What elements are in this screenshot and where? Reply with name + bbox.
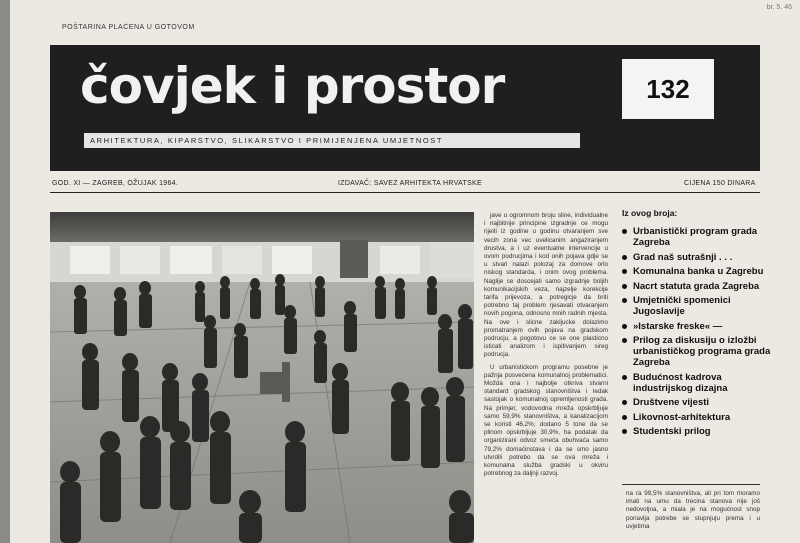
masthead — [50, 45, 760, 171]
publisher-line: IZDAVAČ: SAVEZ ARHITEKTA HRVATSKE — [338, 180, 482, 187]
toc-item: Studentski prilog — [622, 426, 772, 437]
toc-item: Društvene vijesti — [622, 397, 772, 408]
toc-item: Likovnost-arhitektura — [622, 412, 772, 423]
article-column — [484, 212, 608, 543]
toc-list — [622, 226, 772, 437]
toc-item: Umjetnički spomenici Jugoslavije — [622, 295, 772, 317]
toc-item: Nacrt statuta grada Zagreba — [622, 281, 772, 292]
exhibition-hall-photo — [50, 212, 474, 543]
toc-item: Urbanistički program grada Zagreba — [622, 226, 772, 248]
toc-item: Budućnost kadrova industrijskog dizajna — [622, 372, 772, 394]
masthead-title: čovjek i prostor — [80, 57, 505, 115]
masthead-subtitle: ARHITEKTURA, KIPARSTVO, SLIKARSTVO I PRIMIJENJENA UMJETNOST — [84, 133, 580, 148]
table-of-contents — [622, 208, 772, 441]
toc-heading: Iz ovog broja: — [622, 208, 678, 218]
toc-divider — [622, 484, 760, 485]
postage-note: POŠTARINA PLAĆENA U GOTOVOM — [62, 24, 195, 31]
toc-item: Grad naš sutrašnji . . . — [622, 252, 772, 263]
edition-line: GOD. XI — ZAGREB, OŽUJAK 1964. — [52, 180, 179, 187]
article-paragraph: jave u ogromnom broju sline, individualne i najbitnije principine izgradnje ce mogu rijeiti iz godine u godinu otvaranjem sve vecih zona vec uvelicanim angaziranjem drustva, a i uz eventualne intervencije u ovom podrucjima i kod onih pojava gdje se u stvari nalazi polozaj za domove orlo niskog standarda, i onim ovog problema. Naglije ce doscejati samo izgradnje boljih komunikacijskih veza, najzelje korekcije tarifa prijevoza, a potregicje da briti potrebno taj problem rjesavati otvaranjem novih pogona, odnosno mnih radnih mjesta. Na ove i slicne zakljucke dolazimo promatranjem ovih pojava na gradskom podrucju, a pogotovu ce se one plasticno isticati analizom i ispitivanjem sireg podrucja. — [484, 212, 608, 359]
price-line: CIJENA 150 DINARA — [684, 180, 756, 187]
footer-text: na ra 99,5% stanovništva, ali pri tom moramo imati na umu da trecina stanova nije još nedovoljna, a miala je na mogućnost snop ponavlja potrebe se stupnjuju prema i u uvjetima — [626, 490, 760, 530]
article-paragraph: U urbanistickom programu posebne je pažnja posvećena komunalnoj problematici. Možda ona i najbolje otkriva stvarni standard gradskog stanovništva i ledak sastojak o komunalnoj opremljenosti grada. Na primjer, vodovodna mreža opskrbljuje samo 59,9% stanovništva, a kanalizacijom se koristi 46,2%; dodano 5 tone da se plinom opskrbljuje 30,9%, ha podatak da organizirani odvoz smeća obuhvaća samo 79,2% domaćinstava i da se smo jasno utvrdili potrebo da se ova mreža i komunalna služba gradski u okviru potrebnog za daljnji razvoj. — [484, 363, 608, 478]
toc-item: Komunalna banka u Zagrebu — [622, 266, 772, 277]
header-rule — [50, 192, 760, 193]
corner-note: br. 5. 46 — [766, 4, 792, 11]
toc-item: Prilog za diskusiju o izložbi urbanističkog programa grada Zagreba — [622, 335, 772, 368]
issue-number: 132 — [622, 59, 714, 119]
toc-item: »Istarske freske« — — [622, 321, 772, 332]
